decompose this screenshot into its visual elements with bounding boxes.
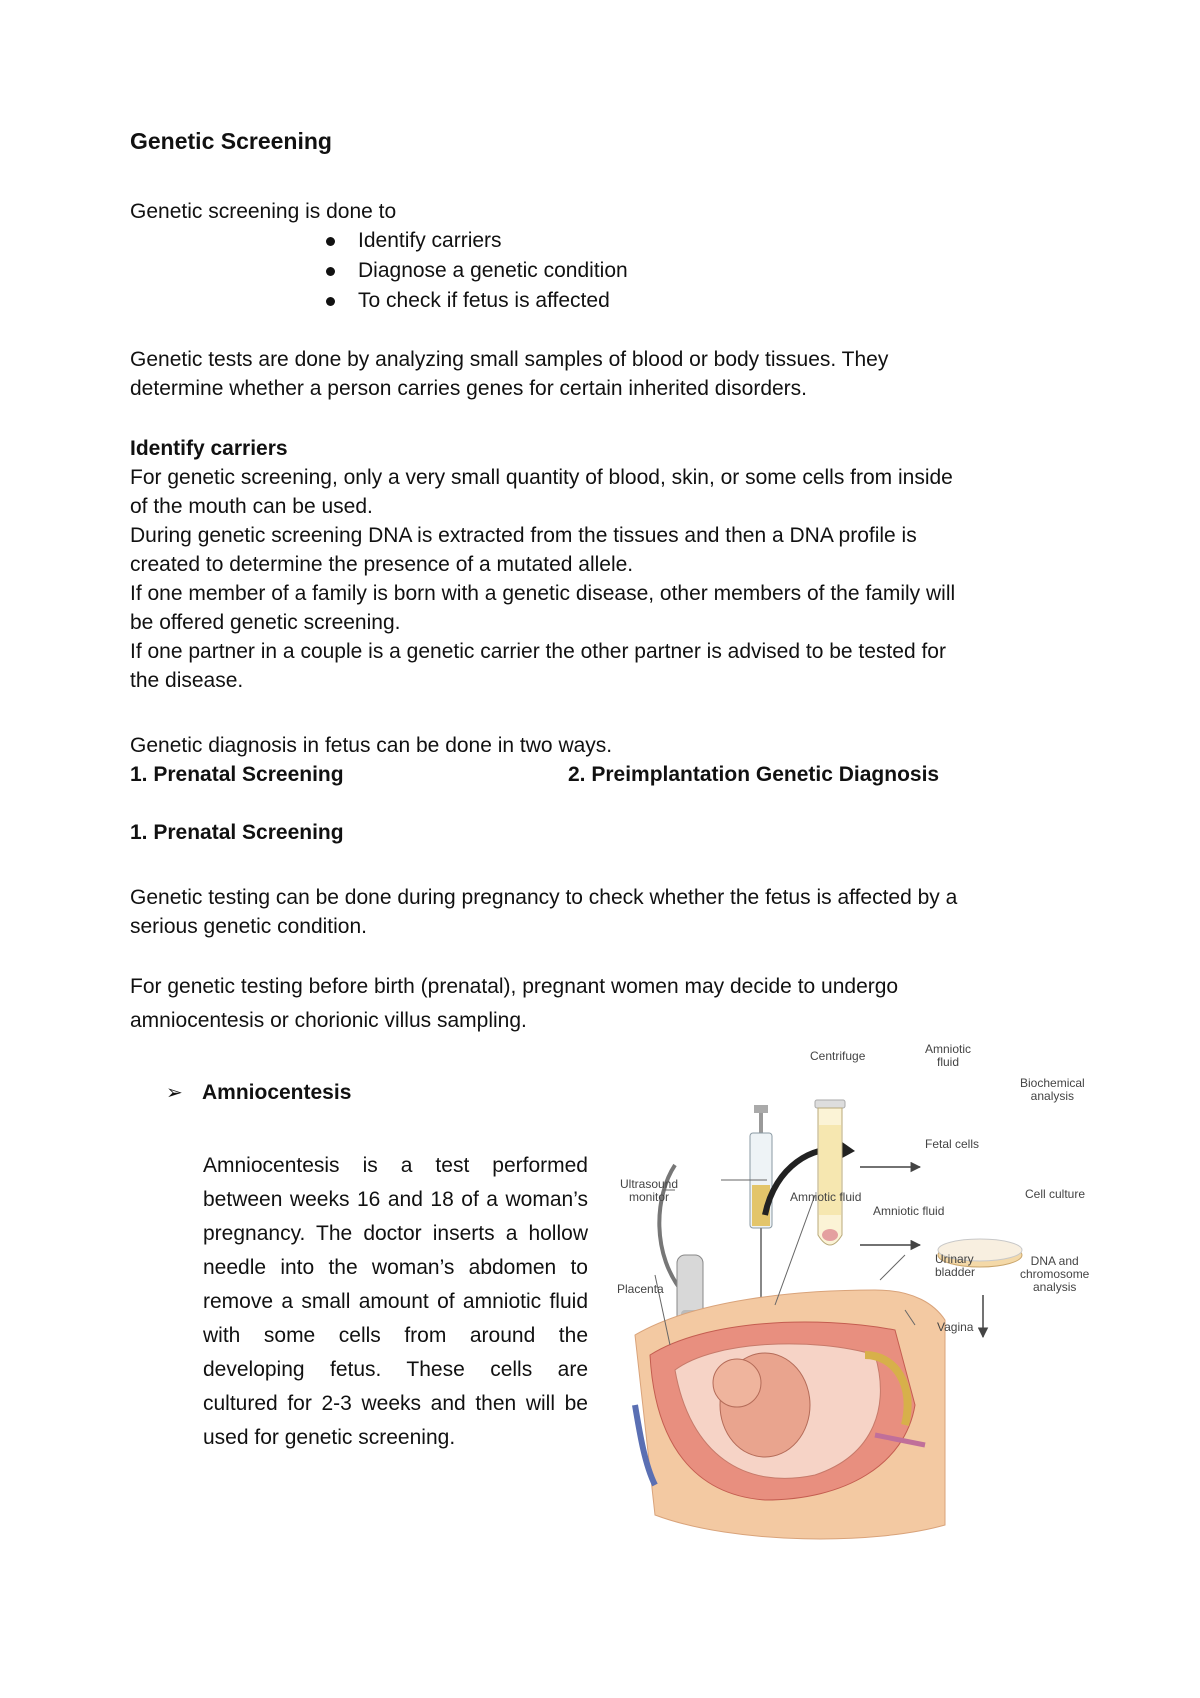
label-fetal-cells: Fetal cells — [925, 1137, 980, 1151]
prenatal-heading: 1. Prenatal Screening — [130, 821, 344, 844]
page-title: Genetic Screening — [130, 128, 332, 154]
identify-carriers-section: Identify carriers For genetic screening, only a very small quantity of blood, skin, or some cells from inside of the mouth can be used. During genetic screening DNA is extracted from the tissues and then a DNA profile is created to determine the presence of a mutated allele. If one member of a family is born with a genetic disease, other members of the family will be offered genetic screening. If one partner in a couple is a genetic carrier the other partner is advised to be tested for the disease. — [130, 434, 1030, 695]
bullet-icon — [326, 267, 335, 276]
label-biochemical-analysis: Biochemical analysis — [1020, 1076, 1085, 1103]
diagnosis-way-1: 1. Prenatal Screening — [130, 763, 344, 786]
diagnosis-way-2: 2. Preimplantation Genetic Diagnosis — [568, 763, 940, 786]
intro-text: Genetic screening is done to — [130, 200, 397, 223]
label-ultrasound-monitor: Ultrasound monitor — [620, 1177, 679, 1204]
label-cell-culture: Cell culture — [1025, 1187, 1086, 1201]
label-vagina: Vagina — [937, 1320, 974, 1334]
amniocentesis-illustration — [615, 1035, 1105, 1555]
label-dna-chromosome-analysis: DNA and chromosome analysis — [1020, 1254, 1090, 1294]
list-item: To check if fetus is affected — [320, 286, 628, 316]
amniocentesis-body: Amniocentesis is a test performed between weeks 16 and 18 of a woman’s pregnancy. The doctor inserts a hollow needle into the woman’s abdomen to remove a small amount of amniotic fluid with some cells from around the developing fetus. These cells are cultured for 2-3 weeks and then will be used for genetic screening. — [203, 1154, 588, 1449]
label-amniotic-fluid-uterus: Amniotic fluid — [873, 1204, 945, 1218]
purpose-bullet-list — [320, 226, 628, 316]
label-urinary-bladder: Urinary bladder — [935, 1252, 976, 1279]
amniocentesis-heading: Amniocentesis — [202, 1081, 352, 1104]
amniocentesis-diagram — [615, 1042, 1105, 1555]
label-centrifuge: Centrifuge — [810, 1049, 866, 1063]
list-item: Identify carriers — [320, 226, 628, 256]
uterus-cross-section — [635, 1290, 945, 1539]
centrifuge-tube-icon — [815, 1100, 845, 1245]
label-amniotic-fluid-top: Amniotic fluid — [925, 1042, 972, 1069]
section-heading: Identify carriers — [130, 437, 288, 460]
label-placenta: Placenta — [617, 1282, 664, 1296]
amniocentesis-heading-row — [166, 1078, 351, 1108]
genetic-tests-paragraph: Genetic tests are done by analyzing small samples of blood or body tissues. They determine whether a person carries genes for certain inherited disorders. — [130, 348, 889, 400]
list-item: Diagnose a genetic condition — [320, 256, 628, 286]
bullet-icon — [326, 297, 335, 306]
label-amniotic-fluid-syringe: Amniotic fluid — [790, 1190, 862, 1204]
prenatal-paragraph-1: Genetic testing can be done during pregnancy to check whether the fetus is affected by a serious genetic condition. — [130, 886, 958, 938]
prenatal-paragraph-2: For genetic testing before birth (prenatal), pregnant women may decide to undergo amniocentesis or chorionic villus sampling. — [130, 975, 899, 1032]
bullet-icon — [326, 237, 335, 246]
arrow-bullet-icon: ➢ — [166, 1082, 183, 1104]
diagnosis-intro: Genetic diagnosis in fetus can be done in two ways. — [130, 734, 613, 757]
